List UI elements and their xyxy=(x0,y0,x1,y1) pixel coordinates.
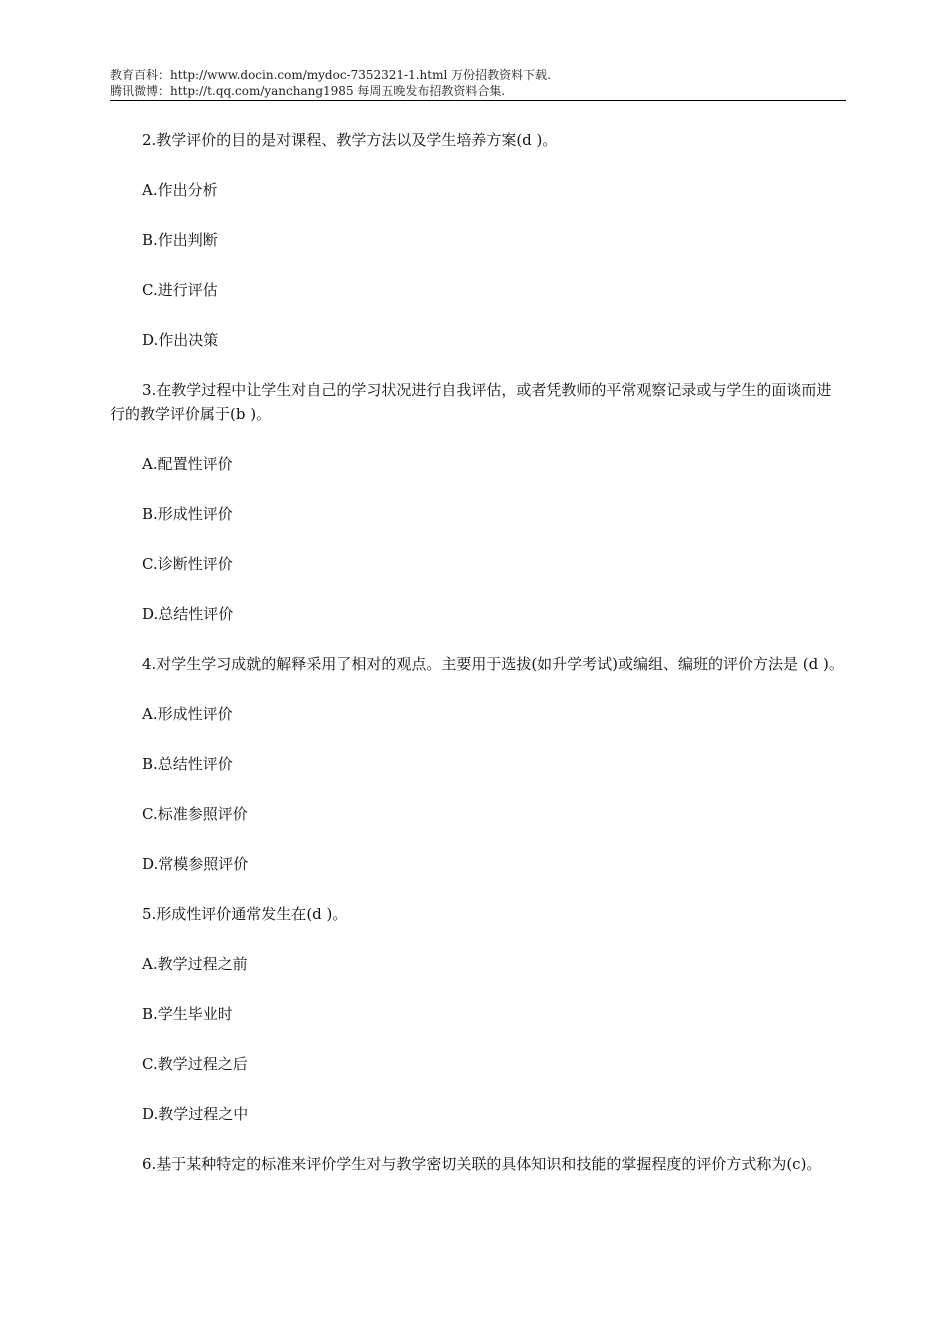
answer-option: B.作出判断 xyxy=(142,231,218,249)
answer-option: D.总结性评价 xyxy=(142,605,234,623)
question-stem: 4.对学生学习成就的解释采用了相对的观点。主要用于选拔(如升学考试)或编组、编班的评价方法是 (d )。 xyxy=(142,655,844,673)
answer-option: B.形成性评价 xyxy=(142,505,233,523)
question-stem: 2.教学评价的目的是对课程、教学方法以及学生培养方案(d )。 xyxy=(142,131,558,149)
question-stem: 5.形成性评价通常发生在(d )。 xyxy=(142,905,348,923)
answer-option: A.形成性评价 xyxy=(142,705,233,723)
answer-option: C.标准参照评价 xyxy=(142,805,248,823)
document-body xyxy=(110,128,846,1202)
answer-option: C.教学过程之后 xyxy=(142,1055,248,1073)
question-stem: 3.在教学过程中让学生对自己的学习状况进行自我评估，或者凭教师的平常观察记录或与学生的面谈而进行的教学评价属于(b )。 xyxy=(110,381,832,423)
header-line-2: 腾讯微博：http://t.qq.com/yanchang1985 每周五晚发布招教资料合集. xyxy=(110,84,506,98)
answer-option: D.常模参照评价 xyxy=(142,855,249,873)
answer-option: C.诊断性评价 xyxy=(142,555,233,573)
answer-option: A.配置性评价 xyxy=(142,455,233,473)
answer-option: A.教学过程之前 xyxy=(142,955,248,973)
answer-option: A.作出分析 xyxy=(142,181,218,199)
answer-option: B.学生毕业时 xyxy=(142,1005,233,1023)
question-stem: 6.基于某种特定的标准来评价学生对与教学密切关联的具体知识和技能的掌握程度的评价方式称为(c)。 xyxy=(142,1155,822,1173)
page-header xyxy=(110,67,846,101)
header-line-1: 教育百科：http://www.docin.com/mydoc-7352321-1.html 万份招教资料下载. xyxy=(110,68,551,82)
answer-option: C.进行评估 xyxy=(142,281,218,299)
answer-option: D.教学过程之中 xyxy=(142,1105,249,1123)
answer-option: B.总结性评价 xyxy=(142,755,233,773)
answer-option: D.作出决策 xyxy=(142,331,219,349)
